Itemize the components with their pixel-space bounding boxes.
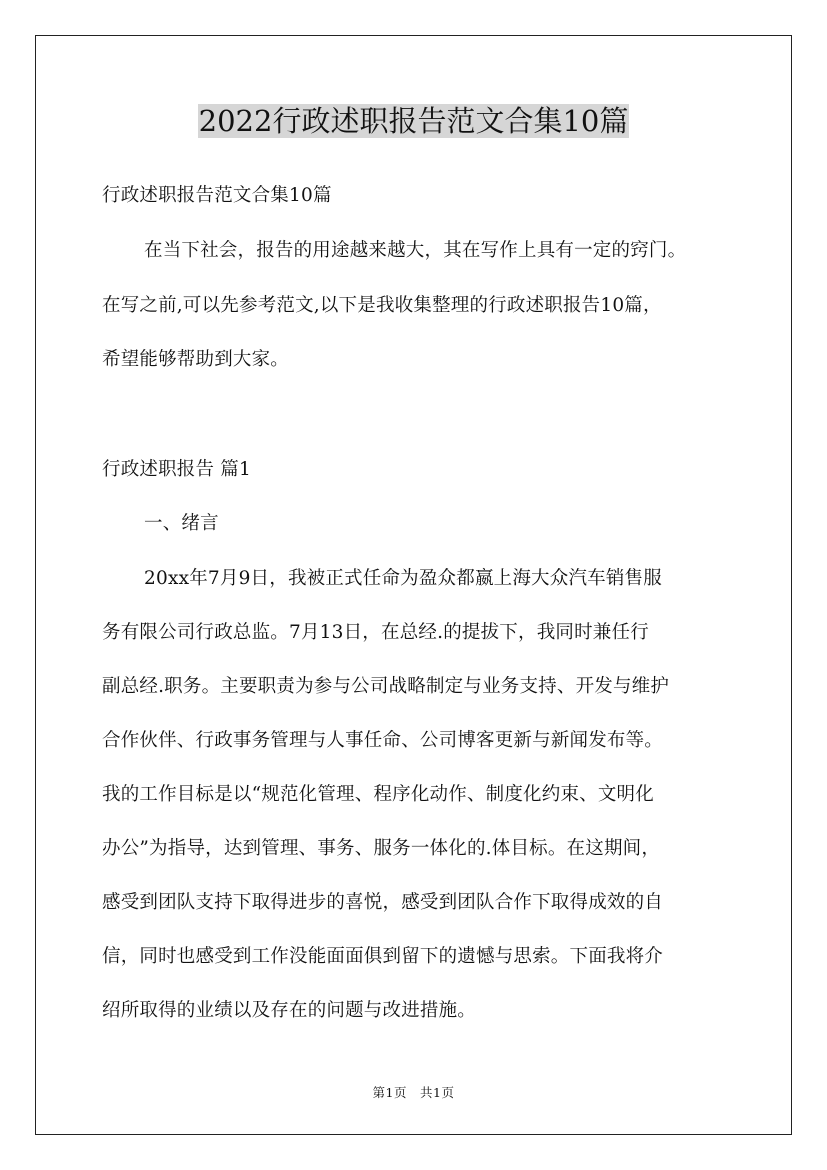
body-line-6: 办公”为指导，达到管理、事务、服务一体化的.体目标。在这期间， xyxy=(102,838,661,859)
document-subtitle: 行政述职报告范文合集10篇 xyxy=(102,185,332,206)
body-line-7: 感受到团队支持下取得进步的喜悦，感受到团队合作下取得成效的自 xyxy=(102,892,664,913)
body-line-3: 副总经.职务。主要职责为参与公司战略制定与业务支持、开发与维护 xyxy=(102,676,670,697)
body-line-5: 我的工作目标是以“规范化管理、程序化动作、制度化约束、文明化 xyxy=(102,784,654,805)
body-line-2: 务有限公司行政总监。7月13日，在总经.的提拔下，我同时兼任行 xyxy=(102,622,649,643)
body-line-8: 信，同时也感受到工作没能面面俱到留下的遗憾与思索。下面我将介 xyxy=(102,946,664,967)
body-line-9: 绍所取得的业绩以及存在的问题与改进措施。 xyxy=(102,1000,477,1021)
body-line-4: 合作伙伴、行政事务管理与人事任命、公司博客更新与新闻发布等。 xyxy=(102,730,664,751)
intro-line-3: 希望能够帮助到大家。 xyxy=(102,349,290,370)
body-line-1: 20xx年7月9日，我被正式任命为盈众都嬴上海大众汽车销售服 xyxy=(144,568,662,589)
document-title-text: 2022行政述职报告范文合集10篇 xyxy=(198,104,629,138)
intro-line-1: 在当下社会，报告的用途越来越大，其在写作上具有一定的窍门。 xyxy=(144,240,687,261)
intro-line-2: 在写之前,可以先参考范文,以下是我收集整理的行政述职报告10篇， xyxy=(102,295,662,316)
section-heading: 行政述职报告 篇1 xyxy=(102,459,251,480)
document-title xyxy=(0,98,827,144)
sub-heading: 一、绪言 xyxy=(144,513,219,534)
page-footer: 第1页 共1页 xyxy=(372,1085,455,1100)
